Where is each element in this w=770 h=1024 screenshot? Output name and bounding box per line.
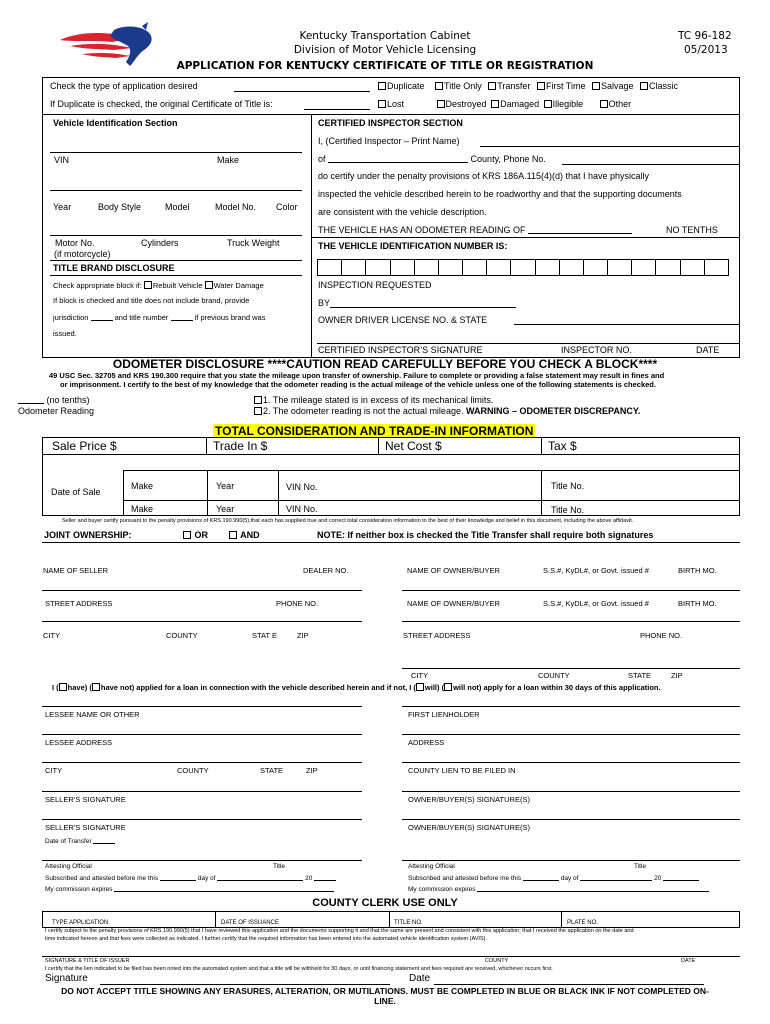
inspector-certify-2: inspected the vehicle described herein to be roadworthy and that the supporting documents [318, 189, 682, 199]
name-of-seller-label: NAME OF SELLER [43, 566, 109, 575]
clerk-county: COUNTY [485, 958, 509, 964]
odometer-reading-label: Odometer Reading [18, 406, 95, 416]
checkbox-destroyed[interactable]: Destroyed [437, 99, 487, 109]
dealer-no-label: DEALER NO. [303, 566, 349, 575]
motor-no-label: Motor No. [55, 238, 95, 248]
net-cost-field[interactable]: Net Cost $ [385, 439, 442, 453]
owner-state-label: STATE [628, 671, 652, 680]
seller-county-label: COUNTY [166, 631, 198, 640]
seller-zip-label: ZIP [297, 631, 309, 640]
odometer-no-tenths: (no tenths) [18, 396, 90, 405]
vin-is-label: THE VEHICLE IDENTIFICATION NUMBER IS: [318, 241, 508, 251]
brand-line3: jurisdiction and title number if previous brand was [53, 313, 266, 322]
clerk-cert-1: I certify subject to the penalty provisions of KRS 190.990(5) that I have reviewed this application and the documents supporting it and that the same are present and consistent with this application; that I received the application on the date and [45, 928, 634, 934]
make-label: Make [217, 155, 240, 165]
brand-title: TITLE BRAND DISCLOSURE [53, 263, 175, 273]
lessee-city-label: CITY [45, 766, 63, 775]
seller-city-label: CITY [43, 631, 61, 640]
brand-line4: issued. [53, 329, 77, 338]
trade-make-label-1: Make [131, 481, 154, 491]
inspector-name-label: I, (Certified Inspector – Print Name) [318, 136, 460, 146]
clerk-cert-2: time indicated hereon and that fees were collected as indicated. I further certify that the required information has been entered into the automated vehicle identification system (AVIS). [45, 936, 487, 942]
cylinders-label: Cylinders [141, 238, 179, 248]
clerk-date-label: Date [409, 973, 431, 984]
owner-phone-label: PHONE NO. [640, 631, 683, 640]
checkbox-illegible[interactable]: Illegible [544, 99, 584, 109]
vehicle-section-title: Vehicle Identification Section [53, 118, 178, 128]
odometer-option-1[interactable]: 1. The mileage stated is in excess of its mechanical limits. [254, 396, 493, 405]
app-type-options [378, 82, 678, 91]
name-of-owner-label: NAME OF OWNER/BUYER [407, 566, 500, 575]
trade-title-label-1: Title No. [551, 481, 585, 491]
date-of-transfer: Date of Transfer [45, 839, 115, 846]
inspector-of: of County, Phone No. [318, 154, 546, 164]
inspector-title: CERTIFIED INSPECTOR SECTION [318, 118, 463, 128]
inspector-date-label: DATE [696, 345, 720, 355]
lessee-zip-label: ZIP [306, 766, 318, 775]
date-of-sale-label: Date of Sale [51, 487, 101, 497]
form-date: 05/2013 [684, 44, 728, 56]
county-lien-label: COUNTY LIEN TO BE FILED IN [408, 766, 516, 775]
clerk-signature-label: Signature [45, 973, 88, 984]
checkbox-will-loan[interactable] [416, 683, 424, 691]
seller-phone-label: PHONE NO. [276, 599, 319, 608]
trade-title-label-2: Title No. [551, 505, 585, 515]
joint-note: NOTE: If neither box is checked the Title Transfer shall require both signatures [317, 530, 654, 540]
seller-signature-label-2: SELLER’S SIGNATURE [45, 823, 126, 832]
clerk-plate-no: PLATE NO. [567, 920, 598, 926]
brand-line2: If block is checked and title does not include brand, provide [53, 296, 250, 305]
inspection-by-label: BY [318, 298, 331, 308]
odometer-title: ODOMETER DISCLOSURE ****CAUTION READ CAREFULLY BEFORE YOU CHECK A BLOCK**** [112, 357, 658, 371]
checkbox-have-loan[interactable] [59, 683, 67, 691]
odometer-law-1: 49 USC Sec. 32705 and KRS 190.300 require that you state the mileage upon transfer of ownership. Failure to complete or providing a false statement may result in fines and [49, 371, 665, 380]
commission-expires-2: My commission expires [408, 887, 709, 894]
checkbox-rebuilt[interactable] [144, 281, 152, 289]
owner-license-label: OWNER DRIVER LICENSE NO. & STATE [318, 315, 488, 325]
trade-year-label-1: Year [216, 481, 235, 491]
brand-check-line: Check appropriate block if: Rebuilt Vehicle Water Damage [53, 281, 264, 290]
truck-weight-label: Truck Weight [227, 238, 280, 248]
checkbox-first-time[interactable]: First Time [537, 81, 586, 91]
checkbox-title-only[interactable]: Title Only [435, 81, 482, 91]
checkbox-other[interactable]: Other [600, 99, 632, 109]
form-title: APPLICATION FOR KENTUCKY CERTIFICATE OF TITLE OR REGISTRATION [176, 60, 594, 72]
inspector-signature-label: CERTIFIED INSPECTOR’S SIGNATURE [318, 345, 483, 355]
checkbox-salvage[interactable]: Salvage [592, 81, 634, 91]
subscribed-line-2: Subscribed and attested before me this day of 20 [408, 876, 699, 883]
checkbox-water-damage[interactable] [205, 281, 213, 289]
attesting-official-label-2: Attesting Official [408, 863, 455, 870]
trade-year-label-2: Year [216, 504, 235, 514]
trade-make-label-2: Make [131, 504, 154, 514]
odometer-reading-label: THE VEHICLE HAS AN ODOMETER READING OF [318, 226, 632, 235]
owner-signature-label-2: OWNER/BUYER(S) SIGNATURE(S) [408, 823, 530, 832]
county-clerk-title: COUNTY CLERK USE ONLY [312, 897, 458, 909]
checkbox-will-not-loan[interactable] [444, 683, 452, 691]
color-label: Color [276, 202, 298, 212]
lessee-name-label: LESSEE NAME OR OTHER [45, 710, 140, 719]
lessee-address-label: LESSEE ADDRESS [45, 738, 113, 747]
year-label: Year [53, 202, 72, 212]
clerk-date: DATE [681, 958, 696, 964]
model-no-label: Model No. [215, 202, 257, 212]
motorcycle-note: (if motorcycle) [54, 249, 111, 259]
attesting-official-label: Attesting Official [45, 863, 92, 870]
warning-line-1: DO NOT ACCEPT TITLE SHOWING ANY ERASURES, ALTERATION, OR MUTILATIONS. MUST BE COMPLETED IN BLUE OR BLACK INK IF NOT COMPLETED ON- [61, 986, 709, 996]
owner-signature-label: OWNER/BUYER(S) SIGNATURE(S) [408, 795, 530, 804]
inspector-certify-1: do certify under the penalty provisions of KRS 186A.115(4)(d) that I have physically [318, 171, 650, 181]
attesting-title-label: Title [273, 863, 286, 870]
birth-mo-label: BIRTH MO. [678, 566, 717, 575]
lessee-county-label: COUNTY [177, 766, 209, 775]
trade-vin-label-1: VIN No. [286, 482, 318, 492]
checkbox-classic[interactable]: Classic [640, 81, 678, 91]
no-tenths-label: NO TENTHS [666, 225, 718, 235]
checkbox-transfer[interactable]: Transfer [488, 81, 530, 91]
owner-name-label-2: NAME OF OWNER/BUYER [407, 599, 500, 608]
owner-city-label: CITY [411, 671, 429, 680]
duplicate-options [378, 100, 631, 109]
joint-and-option[interactable]: AND [229, 531, 260, 540]
seller-state-label: STAT E [252, 631, 278, 640]
joint-or-option[interactable]: OR [183, 531, 208, 540]
odometer-option-2[interactable]: 2. The odometer reading is not the actual mileage. WARNING – ODOMETER DISCREPANCY. [254, 407, 640, 416]
clerk-type-application: TYPE APPLICATION [52, 920, 109, 926]
first-lienholder-label: FIRST LIENHOLDER [408, 710, 480, 719]
attesting-title-label-2: Title [634, 863, 647, 870]
app-type-prompt: Check the type of application desired [50, 81, 198, 91]
birth-mo-label-2: BIRTH MO. [678, 599, 717, 608]
checkbox-duplicate[interactable]: Duplicate [378, 81, 425, 91]
clerk-lien-cert: I certify that the lien indicated to be filed has been noted into the automated system and that a title will be withheld for 30 days, or until financing statement and fees required are received, whichever occurs first. [45, 966, 553, 972]
checkbox-have-not-loan[interactable] [92, 683, 100, 691]
lessee-state-label: STATE [260, 766, 284, 775]
clerk-sig-issuer: SIGNATURE & TITLE OF ISSUER [45, 958, 130, 964]
loan-statement: I ( have) ( have not) applied for a loan in connection with the vehicle described herein and if not, I ( will) ( will not) apply for a loan within 30 days of this application. [52, 683, 661, 692]
vin-digit-boxes[interactable] [317, 259, 729, 276]
ssn-label: S.S.#, KyDL#, or Govt. issued # [543, 566, 649, 575]
form-number: TC 96-182 [678, 30, 732, 42]
checkbox-lost[interactable]: Lost [378, 99, 404, 109]
tax-field[interactable]: Tax $ [548, 439, 577, 453]
owner-county-label: COUNTY [538, 671, 570, 680]
vin-label: VIN [54, 155, 70, 165]
checkbox-damaged[interactable]: Damaged [491, 99, 539, 109]
clerk-date-issuance: DATE OF ISSUANCE [221, 920, 279, 926]
commission-expires: My commission expires [45, 887, 334, 894]
consideration-affidavit: Seller and buyer certify pursuant to the penalty provisions of KRS 190.990(5),that each has supplied true and correct total consideration information to the best of their knowledge and belief in this document, including the above affidavit. [62, 518, 634, 524]
model-label: Model [165, 202, 190, 212]
body-style-label: Body Style [98, 202, 142, 212]
warning-line-2: LINE. [374, 996, 396, 1006]
owner-street-label: STREET ADDRESS [403, 631, 471, 640]
clerk-title-no: TITLE NO. [394, 920, 423, 926]
division-name: Division of Motor Vehicle Licensing [293, 44, 477, 56]
subscribed-line: Subscribed and attested before me this day of 20 [45, 876, 336, 883]
seller-signature-label: SELLER’S SIGNATURE [45, 795, 126, 804]
ssn-label-2: S.S.#, KyDL#, or Govt. issued # [543, 599, 649, 608]
sale-price-field[interactable]: Sale Price $ [52, 439, 117, 453]
inspector-no-label: INSPECTOR NO. [561, 345, 632, 355]
odometer-law-2: or imprisonment. I certify to the best of my knowledge that the odometer reading is the actual mileage of the vehicle unless one of the following statements is checked. [60, 380, 656, 389]
agency-name: Kentucky Transportation Cabinet [299, 30, 471, 42]
inspection-requested-label: INSPECTION REQUESTED [318, 280, 432, 290]
trade-vin-label-2: VIN No. [286, 504, 318, 514]
owner-zip-label: ZIP [671, 671, 683, 680]
consideration-title: TOTAL CONSIDERATION AND TRADE-IN INFORMATION [215, 424, 534, 438]
seller-street-label: STREET ADDRESS [45, 599, 113, 608]
trade-in-field[interactable]: Trade In $ [213, 439, 268, 453]
duplicate-prompt: If Duplicate is checked, the original Certificate of Title is: [50, 99, 273, 109]
inspector-certify-3: are consistent with the vehicle description. [318, 207, 487, 217]
joint-ownership-label: JOINT OWNERSHIP: [44, 530, 132, 540]
lienholder-address-label: ADDRESS [408, 738, 445, 747]
